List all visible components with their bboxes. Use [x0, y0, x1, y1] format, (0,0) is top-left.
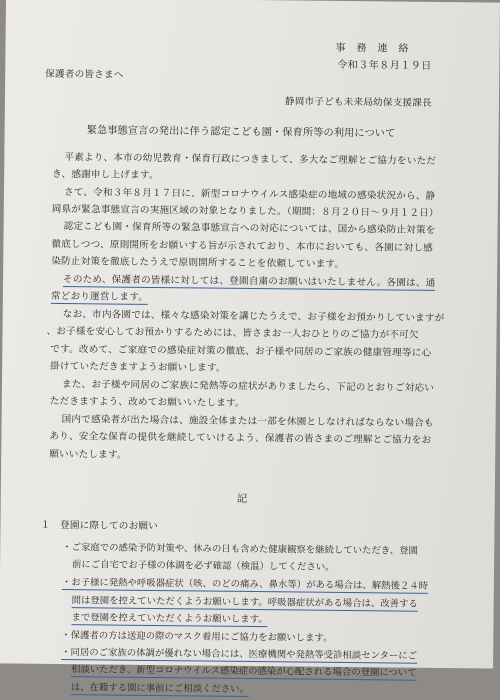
body-line: き、感謝申し上げます。: [52, 168, 159, 182]
body-line: 平素より、本市の幼児教育・保育行政につきまして、多大なご理解とご協力をいただ: [64, 152, 437, 167]
ki-marker: 記: [236, 492, 248, 505]
body-line: あり、安全な保育の提供を継続していけるよう、保護者の皆さまのご理解とご協力をお: [49, 430, 432, 446]
body-line: また、お子様や同居のご家族に発熱等の症状がありましたら、下記のとおりご対応い: [61, 379, 435, 394]
body-line: 染防止対策を徹底したうえで原則開所することを依頼しています。: [51, 255, 345, 270]
doc-type-label: 事 務 連 絡: [335, 42, 410, 55]
doc-date: 令和３年８月１９日: [337, 59, 432, 72]
body-line: さて、令和３年８月１７日に、新型コロナウイルス感染症の地域の感染状況から、静: [63, 187, 436, 202]
bullet-line: ・ご家庭での感染予防対策や、休みの日も含めた健康観察を継続していただき、登園: [62, 542, 418, 557]
bullet-line-marked: ・同居のご家族の体調が優れない場合には、医療機関や発熱等受診相談センターにご: [61, 644, 417, 664]
body-line: 認定こども園・保育所等の緊急事態宣言への対応については、国から感染防止対策を: [63, 221, 436, 236]
body-line: 国内で感染者が出た場合は、施設全体または一部を休園としなければならない場合も: [61, 414, 434, 429]
bullet-line-marked: 相談いただき、新型コロナウイルス感染症の感染が心配される場合の登園について: [71, 661, 417, 681]
section-heading: １ 登園に際してのお願い: [40, 519, 159, 533]
bullet-line-marked: まで登園を控えていただくようお願いします。: [71, 609, 267, 627]
document-title: 緊急事態宣言の発出に伴う認定こども園・保育所等の利用について: [86, 124, 396, 140]
bullet-line: 前にご自宅でお子様の体調を必ず確認（検温）してください。: [72, 559, 335, 573]
bullet-line-marked: 間は登園を控えていただくようお願いします。呼吸器症状がある場合は、改善する: [72, 592, 418, 612]
body-line: ただきますよう、改めてお願いいたします。: [49, 395, 245, 409]
body-line: 、お子様を安心してお預かりするためには、皆さまお一人おひとりのご協力が不可欠: [46, 325, 419, 341]
body-line: 岡県が緊急事態宣言の実施区域の対象となりました。（期間：８月２０日～９月１２日）: [51, 203, 439, 219]
sender: 静岡市子ども未来局幼保支援課長: [284, 96, 432, 109]
body-line: 願いいたします。: [49, 448, 127, 461]
bullet-line-marked: ・お子様に発熱や呼吸器症状（咳、のどの痛み、鼻水等）がある場合は、解熱後２４時: [62, 574, 428, 594]
addressee: 保護者の皆さまへ: [45, 68, 124, 81]
bullet-line-marked: は、在籍する園に事前にご相談ください。: [71, 679, 249, 697]
body-line-marked: そのため、保護者の皆様に対しては、登園自粛のお願いはいたしません。各園は、通: [63, 274, 436, 289]
body-line: 徹底しつつ、原則開所をお願いする旨が示されており、本市においても、各園に対し感: [51, 238, 434, 254]
body-line: 掛けていただきますようお願いします。: [50, 360, 226, 374]
body-line: なお、市内各園では、様々な感染対策を講じたうえで、お子様をお預かりしていますが: [62, 309, 445, 325]
bullet-line: ・保護者の方は送迎の際のマスク着用にご協力をお願いします。: [61, 630, 333, 644]
body-line-marked: 常どおり運営します。: [50, 290, 149, 303]
body-line: です。改めて、ご家庭での感染症対策の徹底、お子様や同居のご家族の健康管理等に心: [50, 343, 432, 359]
